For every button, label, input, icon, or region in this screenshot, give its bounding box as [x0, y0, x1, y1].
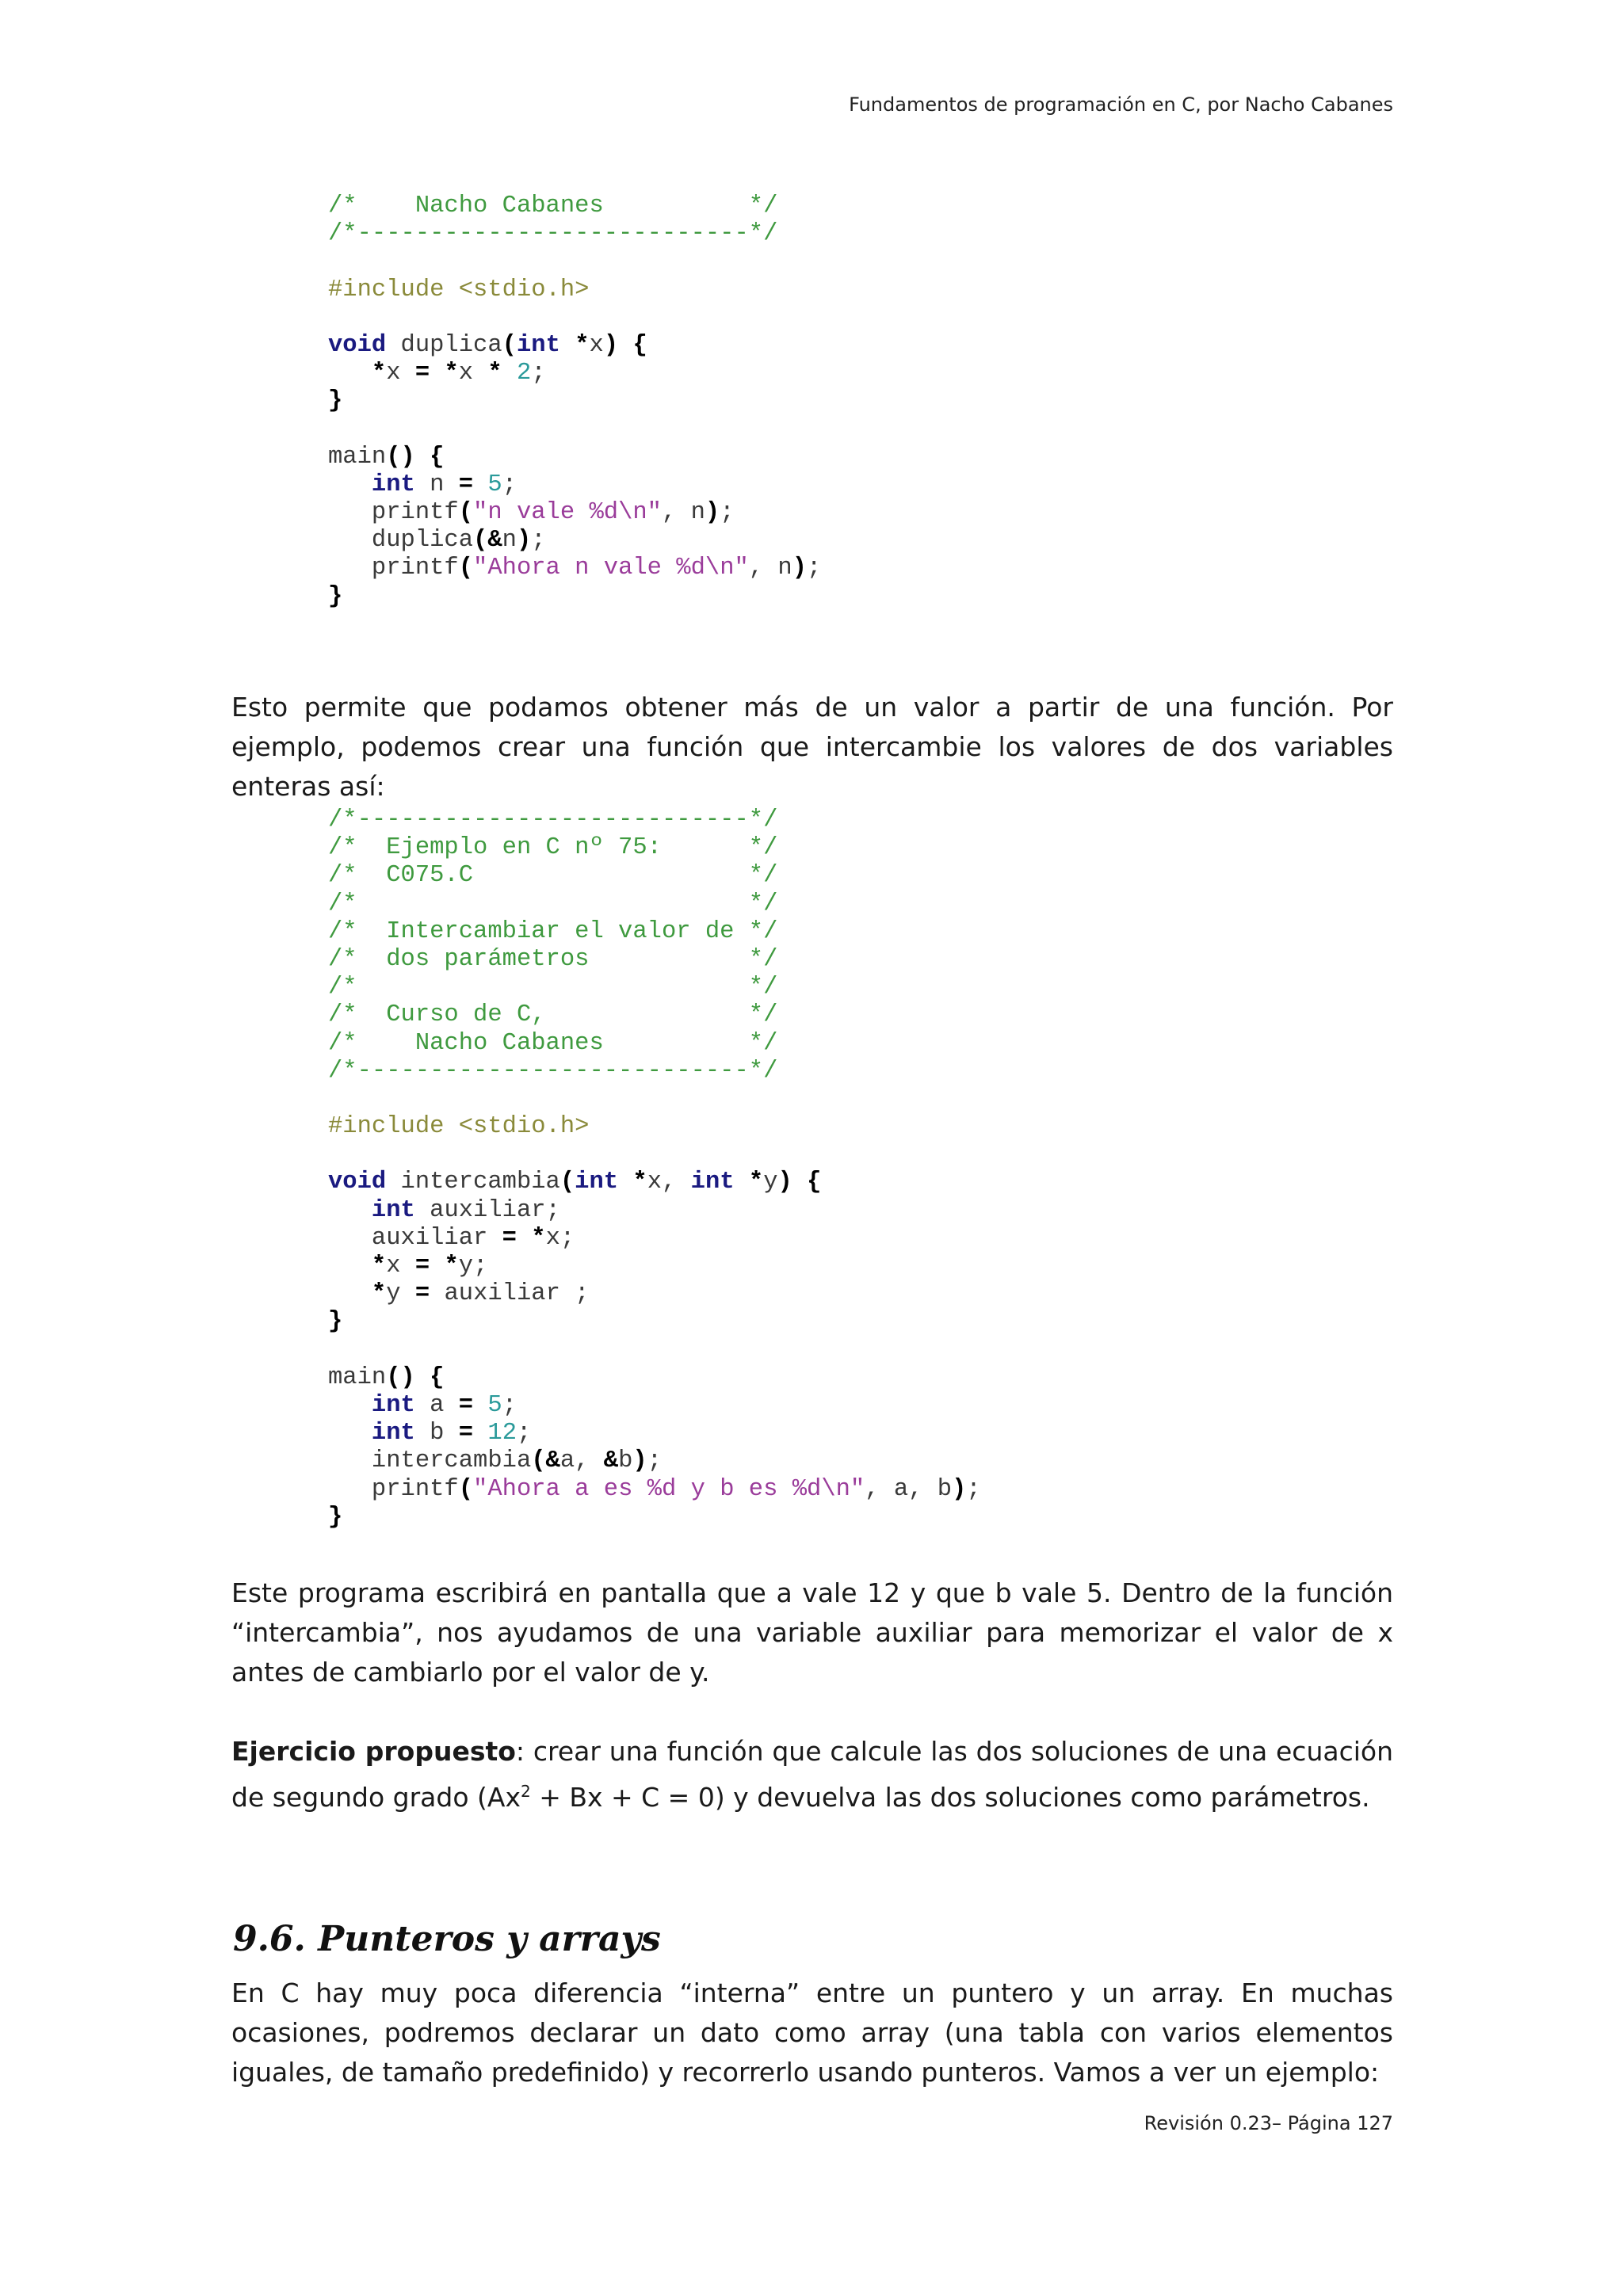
- code-line: [328, 1364, 981, 1392]
- code-token: *: [444, 360, 459, 387]
- code-token: {: [807, 1169, 822, 1196]
- code-token: =: [414, 360, 430, 387]
- code-token: [473, 471, 487, 498]
- code-token: [415, 444, 430, 471]
- code-token: [618, 1169, 632, 1196]
- code-token: , a, b: [865, 1475, 953, 1503]
- paragraph-intro: Esto permite que podamos obtener más de un valor a partir de una función. Por ejemplo, podemos crear una función que intercambie los valores de dos variables enteras así:: [231, 692, 1393, 802]
- code-token: b: [618, 1447, 633, 1475]
- code-token: =: [458, 1391, 474, 1419]
- exercise-label: Ejercicio propuesto: [231, 1736, 516, 1767]
- code-line: [328, 1308, 981, 1336]
- code-token: }: [328, 1503, 343, 1531]
- code-token: *: [487, 360, 502, 387]
- code-token: x: [589, 331, 604, 359]
- code-token: /* Intercambiar el valor de */: [328, 917, 778, 945]
- code-token: auxiliar ;: [430, 1280, 590, 1308]
- code-token: ;: [517, 1420, 532, 1447]
- exercise-text-before: : crear una función que calcule las dos soluciones de una ecuación de segundo grado (Ax: [231, 1736, 1393, 1813]
- code-token: *: [371, 360, 387, 387]
- code-token: duplica: [386, 331, 502, 359]
- code-token: ): [516, 527, 532, 555]
- code-token: /*---------------------------*/: [328, 807, 778, 833]
- code-token: [473, 1420, 487, 1447]
- code-token: =: [414, 1280, 430, 1308]
- code-token: y: [763, 1169, 778, 1196]
- code-token: [735, 1169, 749, 1196]
- page-footer: Revisión 0.23– Página 127: [1144, 2112, 1393, 2134]
- code-token: [328, 1253, 372, 1280]
- code-token: void: [328, 331, 387, 359]
- code-line: [328, 946, 981, 974]
- code-token: ;: [531, 360, 546, 387]
- code-token: *: [575, 331, 590, 359]
- code-token: /* */: [328, 890, 778, 917]
- code-token: ;: [647, 1447, 663, 1475]
- code-token: main: [328, 443, 387, 471]
- code-token: [415, 1364, 430, 1391]
- code-token: }: [328, 1308, 343, 1336]
- code-token: ): [632, 1447, 647, 1475]
- code-line: [328, 1030, 981, 1058]
- code-line: [328, 807, 981, 834]
- code-token: int: [516, 331, 560, 359]
- code-token: /* Nacho Cabanes */: [328, 1029, 778, 1057]
- code-token: /* C075.C */: [328, 862, 778, 890]
- code-token: int: [690, 1169, 735, 1196]
- code-token: printf: [328, 1475, 459, 1503]
- code-token: ): [952, 1475, 967, 1503]
- code-line: [328, 583, 821, 611]
- code-line: [328, 471, 821, 499]
- code-token: n: [502, 527, 517, 555]
- code-token: *: [748, 1169, 764, 1196]
- code-token: =: [502, 1224, 517, 1252]
- code-line: [328, 332, 821, 360]
- code-token: x: [386, 1253, 415, 1280]
- code-token: [430, 360, 444, 387]
- code-token: int: [575, 1169, 619, 1196]
- code-token: ): [792, 555, 808, 582]
- code-token: /* Curso de C, */: [328, 1001, 778, 1029]
- code-line: [328, 527, 821, 555]
- paragraph-explanation: Este programa escribirá en pantalla que a vale 12 y que b vale 5. Dentro de la función “intercambia”, nos ayudamos de una variable auxiliar para memorizar el valor de x antes de cambiarlo por el valor de y.: [231, 1577, 1393, 1688]
- code-token: &: [603, 1447, 619, 1475]
- exercise-text-after: + Bx + C = 0) y devuelva las dos soluciones como parámetros.: [530, 1782, 1370, 1813]
- code-token: 5: [487, 1391, 502, 1419]
- code-line: [328, 360, 821, 387]
- code-token: =: [414, 1253, 430, 1280]
- code-token: [328, 1197, 372, 1224]
- code-token: "n vale %d\n": [473, 499, 662, 527]
- exercise-superscript: 2: [520, 1782, 531, 1801]
- code-line: [328, 834, 981, 862]
- code-token: (: [559, 1169, 575, 1196]
- code-token: ;: [531, 527, 546, 555]
- code-token: (&: [531, 1447, 560, 1475]
- code-token: b: [414, 1420, 459, 1447]
- code-token: x,: [647, 1169, 691, 1196]
- code-line: [328, 248, 821, 276]
- code-line: [328, 193, 821, 220]
- code-token: a,: [559, 1447, 604, 1475]
- paragraph-section-intro: En C hay muy poca diferencia “interna” entre un puntero y un array. En muchas ocasiones, podremos declarar un dato como array (una tabla con varios elementos iguales, de tamaño predefinido) y recorrerlo usando punteros. Vamos a ver un ejemplo:: [231, 1978, 1393, 2088]
- code-token: int: [371, 1420, 415, 1447]
- code-token: intercambia: [328, 1447, 532, 1475]
- code-line: [328, 1280, 981, 1308]
- code-token: /* Nacho Cabanes */: [328, 193, 778, 219]
- code-token: [328, 471, 372, 498]
- code-line: [328, 862, 981, 890]
- code-token: intercambia: [386, 1169, 560, 1196]
- code-token: 12: [487, 1420, 517, 1447]
- code-token: /* */: [328, 974, 778, 1001]
- code-token: x: [458, 360, 488, 387]
- code-line: [328, 499, 821, 527]
- code-token: 5: [487, 471, 502, 498]
- code-block-intercambia: [328, 807, 981, 1531]
- code-token: int: [371, 1391, 415, 1419]
- code-token: *: [531, 1224, 546, 1252]
- code-token: /* dos parámetros */: [328, 945, 778, 973]
- code-token: =: [458, 1420, 474, 1447]
- code-line: [328, 1225, 981, 1253]
- code-token: y;: [458, 1253, 488, 1280]
- code-token: "Ahora n vale %d\n": [473, 555, 749, 582]
- code-line: [328, 555, 821, 582]
- code-token: ): [777, 1169, 792, 1196]
- code-token: (: [458, 555, 474, 582]
- code-token: , n: [662, 499, 705, 527]
- code-token: *: [371, 1280, 387, 1308]
- code-token: (: [458, 499, 474, 527]
- code-line: [328, 1392, 981, 1420]
- code-token: [430, 1253, 444, 1280]
- code-token: auxiliar;: [414, 1196, 560, 1224]
- code-line: [328, 1420, 981, 1447]
- code-line: [328, 416, 821, 444]
- code-line: [328, 891, 981, 918]
- code-token: [502, 360, 517, 387]
- code-token: ): [705, 499, 720, 527]
- section-title: 9.6. Punteros y arrays: [233, 1919, 661, 1959]
- code-token: /*---------------------------*/: [328, 1057, 778, 1085]
- code-line: [328, 1058, 981, 1085]
- code-token: n: [414, 471, 459, 498]
- code-token: {: [430, 443, 445, 471]
- code-token: ;: [966, 1475, 981, 1503]
- code-token: [560, 332, 575, 359]
- code-token: [328, 1280, 372, 1307]
- code-token: [328, 1392, 372, 1419]
- code-token: (: [502, 331, 517, 359]
- code-token: /*---------------------------*/: [328, 220, 778, 248]
- code-token: printf: [328, 499, 459, 527]
- code-token: int: [371, 471, 415, 498]
- code-token: /* Ejemplo en C nº 75: */: [328, 834, 778, 862]
- code-token: }: [328, 387, 343, 415]
- code-token: [473, 1392, 487, 1419]
- code-token: *: [444, 1253, 459, 1280]
- code-line: [328, 1113, 981, 1141]
- code-token: (): [386, 1363, 415, 1391]
- code-token: void: [328, 1169, 387, 1196]
- code-token: *: [371, 1253, 387, 1280]
- code-token: {: [430, 1363, 445, 1391]
- code-line: [328, 1447, 981, 1475]
- code-token: {: [632, 331, 647, 359]
- code-line: [328, 304, 821, 332]
- code-line: [328, 1504, 981, 1531]
- code-token: 2: [517, 360, 532, 387]
- code-token: (): [386, 443, 415, 471]
- code-token: "Ahora a es %d y b es %d\n": [473, 1475, 865, 1503]
- code-line: [328, 1169, 981, 1196]
- code-token: =: [458, 471, 474, 498]
- code-token: #include <stdio.h>: [328, 276, 590, 303]
- code-token: x: [386, 360, 415, 387]
- code-token: ;: [720, 499, 735, 527]
- code-token: [618, 332, 632, 359]
- code-token: [328, 360, 372, 387]
- code-token: ): [603, 331, 619, 359]
- code-token: [328, 1420, 372, 1447]
- code-line: [328, 1141, 981, 1169]
- code-line: [328, 1085, 981, 1113]
- code-line: [328, 918, 981, 946]
- code-line: [328, 1476, 981, 1504]
- code-line: [328, 220, 821, 248]
- code-token: }: [328, 582, 343, 610]
- code-token: [792, 1169, 807, 1196]
- code-line: [328, 1197, 981, 1225]
- code-token: *: [632, 1169, 647, 1196]
- code-token: x;: [545, 1224, 575, 1252]
- code-token: printf: [328, 555, 459, 582]
- code-line: [328, 387, 821, 415]
- exercise-paragraph: [231, 1732, 1393, 1817]
- code-token: , n: [748, 555, 792, 582]
- code-token: ;: [502, 1391, 517, 1419]
- code-token: (&: [473, 527, 502, 555]
- code-token: duplica: [328, 527, 474, 555]
- code-line: [328, 974, 981, 1001]
- code-token: int: [371, 1196, 415, 1224]
- code-line: [328, 444, 821, 471]
- code-block-duplica: [328, 193, 821, 611]
- code-token: ;: [807, 555, 822, 582]
- code-line: [328, 277, 821, 304]
- code-token: main: [328, 1363, 387, 1391]
- code-line: [328, 1001, 981, 1029]
- code-token: ;: [502, 471, 517, 498]
- code-line: [328, 1253, 981, 1280]
- page-header: Fundamentos de programación en C, por Nacho Cabanes: [849, 93, 1393, 116]
- code-token: y: [386, 1280, 415, 1308]
- code-token: auxiliar: [328, 1224, 502, 1252]
- code-token: a: [414, 1391, 459, 1419]
- code-line: [328, 1337, 981, 1364]
- code-token: (: [458, 1475, 474, 1503]
- code-token: [517, 1225, 531, 1252]
- code-token: #include <stdio.h>: [328, 1113, 590, 1141]
